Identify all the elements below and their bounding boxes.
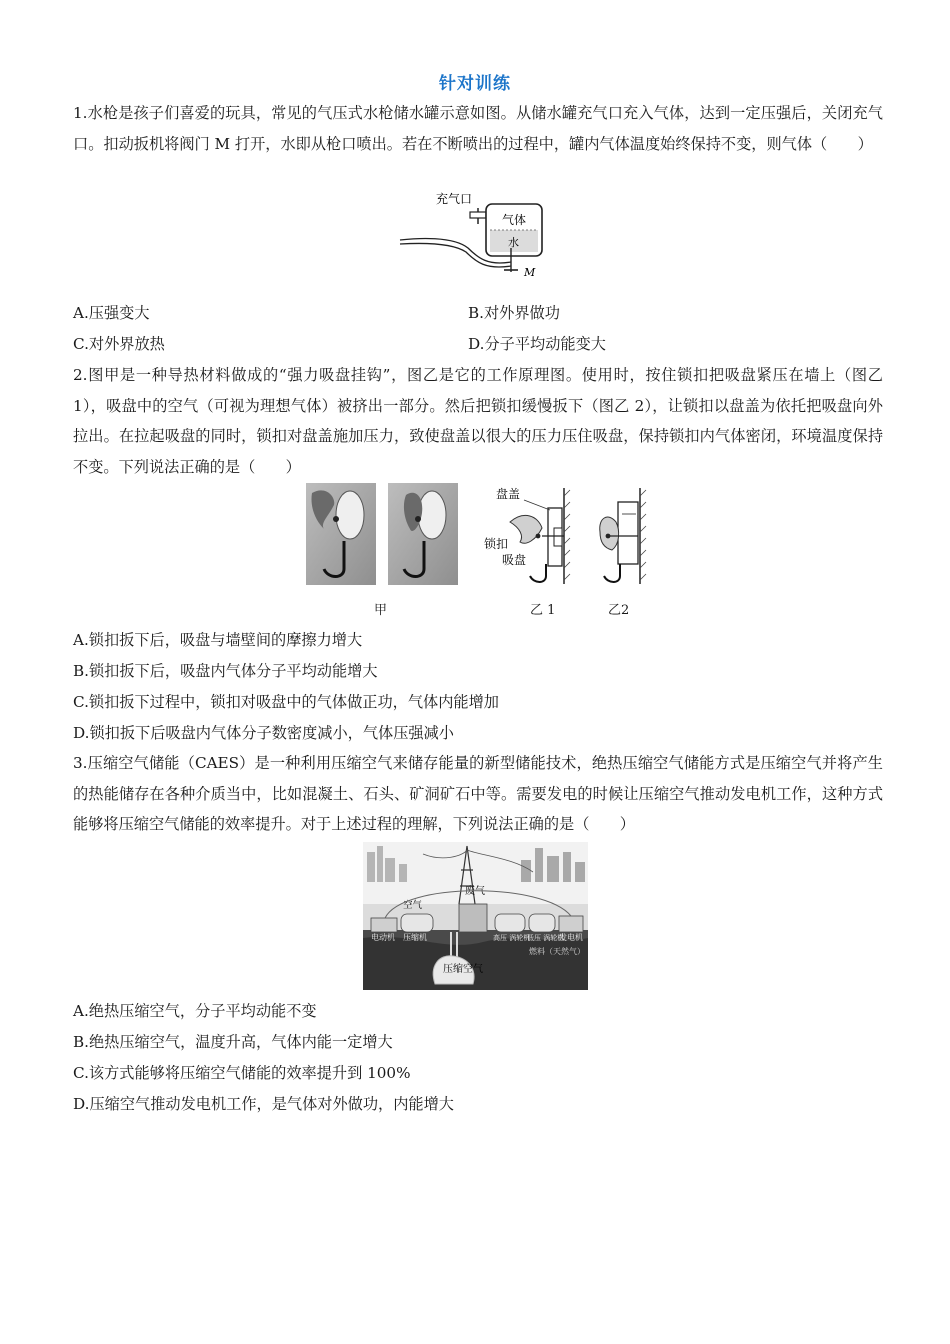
cover-label: 盘盖: [496, 487, 521, 501]
caption-yi2: 乙2: [608, 603, 630, 618]
valve-label: M: [524, 266, 536, 279]
caes-system-illustration: [363, 842, 588, 990]
water-label: 水: [508, 236, 519, 249]
q2-option-b[interactable]: B.锁扣扳下后，吸盘内气体分子平均动能增大: [73, 662, 378, 680]
caption-jia: 甲: [374, 603, 388, 618]
q3-option-c[interactable]: C.该方式能够将压缩空气储能的效率提升到 100%: [73, 1064, 411, 1082]
q3-option-d[interactable]: D.压缩空气推动发电机工作，是气体对外做功，内能增大: [73, 1095, 454, 1113]
turbine-hp-label: 高压 涡轮机: [493, 934, 531, 942]
stored-air-label: 压缩空气: [443, 964, 483, 975]
q1-option-a[interactable]: A.压强变大: [73, 304, 150, 322]
caption-yi1: 乙 1: [530, 603, 556, 618]
q2-option-c[interactable]: C.锁扣扳下过程中，锁扣对吸盘中的气体做正功，气体内能增加: [73, 693, 499, 711]
section-header: [0, 66, 950, 98]
motor-label: 电动机: [371, 933, 395, 942]
q3-option-b[interactable]: B.绝热压缩空气，温度升高，气体内能一定增大: [73, 1033, 393, 1051]
compressor-label: 压缩机: [403, 933, 427, 942]
section-title: 针对训练: [413, 66, 537, 98]
cup-label: 吸盘: [502, 553, 527, 567]
water-gun-tank-diagram: [398, 186, 548, 282]
suction-hook-principle-diagram: [480, 484, 650, 588]
gas-label: 气体: [502, 213, 527, 227]
q2-option-a[interactable]: A.锁扣扳下后，吸盘与墙壁间的摩擦力增大: [73, 631, 363, 649]
exhaust-label: 废气: [465, 886, 485, 897]
question-3-text: 3.压缩空气储能（CAES）是一种利用压缩空气来储存能量的新型储能技术，绝热压缩空气储能方式是压缩空气并将产生的热能储存在各种介质当中，比如混凝土、石头、矿洞矿石中等。需要发电的时候让压缩空气推动发电机工作，这种方式能够将压缩空气储能的效率提升。对于上述过程的理解，下列说法正确的是（ ）: [73, 754, 883, 833]
q1-option-c[interactable]: C.对外界放热: [73, 335, 165, 353]
q2-option-d[interactable]: D.锁扣扳下后吸盘内气体分子数密度减小，气体压强减小: [73, 724, 454, 742]
q1-option-d[interactable]: D.分子平均动能变大: [468, 335, 606, 353]
question-1-text: 1.水枪是孩子们喜爱的玩具，常见的气压式水枪储水罐示意如图。从储水罐充气口充入气体，达到一定压强后，关闭充气口。扣动扳机将阀门 M 打开，水即从枪口喷出。若在不断喷出的过程中，罐内气体温度始终保持不变，则气体（ ）: [73, 104, 883, 153]
inlet-label: 充气口: [436, 192, 473, 206]
suction-hook-photos: [306, 483, 458, 585]
generator-label: 发电机: [559, 933, 583, 942]
q3-option-a[interactable]: A.绝热压缩空气，分子平均动能不变: [73, 1002, 317, 1020]
turbine-lp-label: 低压 涡轮机: [527, 934, 565, 942]
air-label: 空气: [403, 900, 423, 911]
lock-label: 锁扣: [484, 537, 509, 551]
fuel-label: 燃料（天然气）: [529, 947, 585, 956]
q1-option-b[interactable]: B.对外界做功: [468, 304, 560, 322]
question-2-text: 2.图甲是一种导热材料做成的“强力吸盘挂钩”，图乙是它的工作原理图。使用时，按住锁扣把吸盘紧压在墙上（图乙 1），吸盘中的空气（可视为理想气体）被挤出一部分。然后把锁扣缓慢扳下（图乙 2），让锁扣以盘盖为依托把吸盘向外拉出。在拉起吸盘的同时，锁扣对盘盖施加压力，致使盘盖以很大的压力压住吸盘，保持锁扣内气体密闭，环境温度保持不变。下列说法正确的是（ ）: [73, 366, 883, 476]
